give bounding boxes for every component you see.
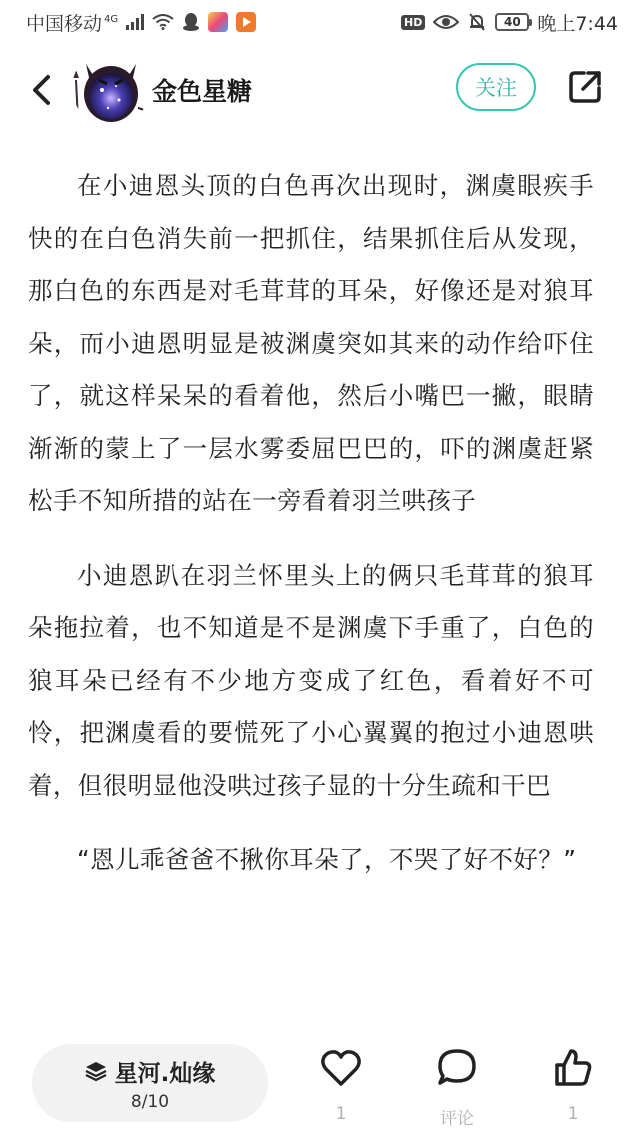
heart-icon: [319, 1046, 363, 1090]
battery-indicator: [495, 13, 529, 31]
comment-label: 评论: [440, 1109, 474, 1129]
share-button[interactable]: [566, 68, 604, 106]
status-bar: [0, 0, 640, 44]
layers-icon: [85, 1060, 107, 1082]
carrier-label: [26, 9, 118, 36]
mute-bell-icon: [467, 12, 487, 32]
qq-icon: [182, 12, 200, 32]
hd-badge: HD: [401, 15, 425, 30]
author-avatar[interactable]: [72, 50, 150, 126]
battery-level: 40: [503, 15, 521, 29]
collection-title: 星河.灿缘: [114, 1060, 216, 1087]
bottom-action-bar: [0, 1040, 640, 1138]
article-header: [0, 50, 640, 130]
comment-bubble-icon: [435, 1046, 479, 1090]
status-left: [26, 9, 256, 36]
thumbs-up-button[interactable]: [538, 1046, 608, 1136]
thumbs-up-icon: [551, 1046, 595, 1090]
signal-icon: [126, 14, 144, 30]
eye-icon: [433, 14, 459, 30]
article-body: [28, 160, 594, 909]
follow-button[interactable]: 关注: [456, 63, 536, 111]
chevron-left-icon: [30, 74, 52, 106]
article-paragraph-1: 在小迪恩头顶的白色再次出现时，渊虞眼疾手快的在白色消失前一把抓住，结果抓住后从发现，那白色的东西是对毛茸茸的耳朵，好像还是对狼耳朵，而小迪恩明显是被渊虞突如其来的动作给吓住了，就这样呆呆的看着他，然后小嘴巴一撇，眼睛渐渐的蒙上了一层水雾委屈巴巴的，吓的渊虞赶紧松手不知所措的站在一旁看着羽兰哄孩子: [28, 171, 594, 515]
clock: 晚上7:44: [537, 12, 618, 35]
comment-button[interactable]: [422, 1046, 492, 1136]
collection-progress: 8/10: [130, 1091, 170, 1112]
author-name[interactable]: 金色星糖: [152, 77, 253, 106]
back-button[interactable]: [26, 72, 56, 108]
carrier-text: 中国移动: [26, 12, 103, 35]
share-icon: [566, 68, 604, 106]
wifi-icon: [152, 14, 174, 30]
video-app-icon: [236, 12, 256, 32]
status-right: [401, 9, 618, 36]
article-paragraph-2: 小迪恩趴在羽兰怀里头上的俩只毛茸茸的狼耳朵拖拉着，也不知道是不是渊虞下手重了，白色的狼耳朵已经有不少地方变成了红色，看着好不可怜，把渊虞看的要慌死了小心翼翼的抱过小迪恩哄着，但很明显他没哄过孩子显的十分生疏和干巴: [28, 560, 594, 800]
thumbs-up-count: 1: [567, 1104, 579, 1124]
like-button[interactable]: [306, 1046, 376, 1136]
collection-title-row: [85, 1055, 216, 1088]
devil-avatar-icon: [72, 50, 150, 126]
article-paragraph-3: “恩儿乖爸爸不揪你耳朵了，不哭了好不好？”: [77, 845, 577, 874]
like-count: 1: [335, 1104, 347, 1124]
network-type: 4G: [104, 14, 119, 26]
play-icon: [236, 12, 256, 32]
app-notification-icon: [208, 12, 228, 32]
collection-button[interactable]: [32, 1044, 268, 1122]
